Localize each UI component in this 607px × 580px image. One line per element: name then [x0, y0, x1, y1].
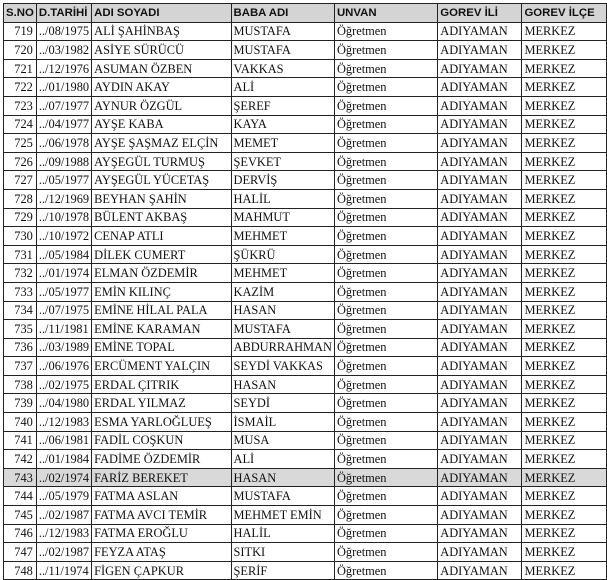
cell-father-name: DERVİŞ	[231, 171, 334, 190]
cell-sno: 745	[4, 506, 37, 525]
cell-birth-date: ../11/1981	[36, 320, 91, 339]
cell-name: BEYHAN ŞAHİN	[92, 189, 231, 208]
cell-title: Öğretmen	[334, 543, 437, 562]
cell-father-name: ALİ	[231, 450, 334, 469]
cell-sno: 746	[4, 524, 37, 543]
cell-sno: 728	[4, 189, 37, 208]
cell-sno: 731	[4, 245, 37, 264]
cell-name: ESMA YARLOĞLUEŞ	[92, 413, 231, 432]
cell-birth-date: ../02/1987	[36, 543, 91, 562]
cell-province: ADIYAMAN	[438, 245, 522, 264]
cell-sno: 736	[4, 338, 37, 357]
cell-province: ADIYAMAN	[438, 115, 522, 134]
cell-sno: 723	[4, 96, 37, 115]
table-row	[4, 543, 607, 562]
cell-father-name: ŞÜKRÜ	[231, 245, 334, 264]
cell-district: MERKEZ	[522, 320, 607, 339]
cell-title: Öğretmen	[334, 245, 437, 264]
cell-province: ADIYAMAN	[438, 375, 522, 394]
cell-district: MERKEZ	[522, 282, 607, 301]
header-district: GOREV İLÇE	[522, 4, 607, 23]
cell-sno: 744	[4, 487, 37, 506]
cell-name: ERDAL ÇITRIK	[92, 375, 231, 394]
cell-district: MERKEZ	[522, 431, 607, 450]
cell-father-name: MAHMUT	[231, 208, 334, 227]
cell-district: MERKEZ	[522, 301, 607, 320]
cell-father-name: MUSTAFA	[231, 320, 334, 339]
table-row	[4, 171, 607, 190]
cell-district: MERKEZ	[522, 375, 607, 394]
cell-father-name: ŞEREF	[231, 96, 334, 115]
cell-name: ALİ ŞAHİNBAŞ	[92, 22, 231, 41]
cell-district: MERKEZ	[522, 264, 607, 283]
cell-birth-date: ../07/1977	[36, 96, 91, 115]
cell-province: ADIYAMAN	[438, 468, 522, 487]
table-row	[4, 357, 607, 376]
cell-title: Öğretmen	[334, 59, 437, 78]
personnel-table	[3, 3, 607, 580]
cell-province: ADIYAMAN	[438, 357, 522, 376]
cell-birth-date: ../06/1978	[36, 134, 91, 153]
cell-name: FADİL COŞKUN	[92, 431, 231, 450]
cell-birth-date: ../02/1987	[36, 506, 91, 525]
cell-sno: 743	[4, 468, 37, 487]
table-row	[4, 41, 607, 60]
cell-father-name: HASAN	[231, 301, 334, 320]
cell-title: Öğretmen	[334, 524, 437, 543]
table-row	[4, 468, 607, 487]
cell-father-name: KAYA	[231, 115, 334, 134]
cell-district: MERKEZ	[522, 245, 607, 264]
cell-district: MERKEZ	[522, 152, 607, 171]
cell-province: ADIYAMAN	[438, 301, 522, 320]
table-row	[4, 59, 607, 78]
cell-name: BÜLENT AKBAŞ	[92, 208, 231, 227]
table-row	[4, 134, 607, 153]
cell-province: ADIYAMAN	[438, 431, 522, 450]
cell-father-name: MEHMET	[231, 264, 334, 283]
cell-birth-date: ../12/1983	[36, 524, 91, 543]
cell-title: Öğretmen	[334, 375, 437, 394]
cell-sno: 730	[4, 227, 37, 246]
cell-father-name: HALİL	[231, 189, 334, 208]
cell-sno: 724	[4, 115, 37, 134]
cell-province: ADIYAMAN	[438, 282, 522, 301]
cell-district: MERKEZ	[522, 506, 607, 525]
table-row	[4, 394, 607, 413]
cell-district: MERKEZ	[522, 524, 607, 543]
cell-district: MERKEZ	[522, 450, 607, 469]
cell-province: ADIYAMAN	[438, 96, 522, 115]
cell-province: ADIYAMAN	[438, 506, 522, 525]
cell-province: ADIYAMAN	[438, 22, 522, 41]
cell-title: Öğretmen	[334, 22, 437, 41]
table-row	[4, 524, 607, 543]
cell-title: Öğretmen	[334, 152, 437, 171]
cell-title: Öğretmen	[334, 506, 437, 525]
cell-district: MERKEZ	[522, 227, 607, 246]
cell-sno: 721	[4, 59, 37, 78]
cell-sno: 725	[4, 134, 37, 153]
cell-name: ERDAL YILMAZ	[92, 394, 231, 413]
cell-birth-date: ../06/1981	[36, 431, 91, 450]
cell-province: ADIYAMAN	[438, 338, 522, 357]
table-row	[4, 450, 607, 469]
cell-district: MERKEZ	[522, 487, 607, 506]
cell-father-name: MEMET	[231, 134, 334, 153]
cell-title: Öğretmen	[334, 227, 437, 246]
cell-title: Öğretmen	[334, 394, 437, 413]
table-row	[4, 375, 607, 394]
cell-province: ADIYAMAN	[438, 152, 522, 171]
cell-name: ERCÜMENT YALÇIN	[92, 357, 231, 376]
cell-province: ADIYAMAN	[438, 134, 522, 153]
header-row	[4, 4, 607, 23]
cell-birth-date: ../05/1979	[36, 487, 91, 506]
cell-sno: 748	[4, 561, 37, 580]
cell-name: EMİNE HİLAL PALA	[92, 301, 231, 320]
header-birth-date: D.TARİHİ	[36, 4, 91, 23]
cell-title: Öğretmen	[334, 171, 437, 190]
table-row	[4, 189, 607, 208]
cell-title: Öğretmen	[334, 115, 437, 134]
cell-name: ASİYE SÜRÜCÜ	[92, 41, 231, 60]
cell-name: DİLEK CUMERT	[92, 245, 231, 264]
cell-father-name: ŞEVKET	[231, 152, 334, 171]
cell-name: FATMA EROĞLU	[92, 524, 231, 543]
cell-name: CENAP ATLI	[92, 227, 231, 246]
cell-sno: 732	[4, 264, 37, 283]
cell-birth-date: ../02/1974	[36, 468, 91, 487]
table-row	[4, 487, 607, 506]
cell-province: ADIYAMAN	[438, 561, 522, 580]
cell-name: FİGEN ÇAPKUR	[92, 561, 231, 580]
cell-sno: 720	[4, 41, 37, 60]
cell-birth-date: ../11/1974	[36, 561, 91, 580]
cell-name: EMİNE TOPAL	[92, 338, 231, 357]
table-row	[4, 413, 607, 432]
cell-birth-date: ../03/1989	[36, 338, 91, 357]
cell-district: MERKEZ	[522, 96, 607, 115]
cell-title: Öğretmen	[334, 96, 437, 115]
cell-name: AYŞE ŞAŞMAZ ELÇİN	[92, 134, 231, 153]
cell-district: MERKEZ	[522, 357, 607, 376]
cell-district: MERKEZ	[522, 189, 607, 208]
table-row	[4, 245, 607, 264]
cell-province: ADIYAMAN	[438, 320, 522, 339]
cell-district: MERKEZ	[522, 413, 607, 432]
table-row	[4, 208, 607, 227]
cell-birth-date: ../05/1984	[36, 245, 91, 264]
cell-title: Öğretmen	[334, 431, 437, 450]
cell-sno: 722	[4, 78, 37, 97]
cell-district: MERKEZ	[522, 208, 607, 227]
cell-birth-date: ../05/1977	[36, 171, 91, 190]
cell-birth-date: ../04/1977	[36, 115, 91, 134]
cell-birth-date: ../03/1982	[36, 41, 91, 60]
cell-birth-date: ../04/1980	[36, 394, 91, 413]
cell-father-name: MEHMET	[231, 227, 334, 246]
cell-title: Öğretmen	[334, 282, 437, 301]
cell-district: MERKEZ	[522, 41, 607, 60]
cell-name: AYŞEGÜL YÜCETAŞ	[92, 171, 231, 190]
cell-title: Öğretmen	[334, 264, 437, 283]
cell-name: FATMA AVCI TEMİR	[92, 506, 231, 525]
cell-birth-date: ../06/1976	[36, 357, 91, 376]
cell-province: ADIYAMAN	[438, 78, 522, 97]
header-name: ADI SOYADI	[92, 4, 231, 23]
cell-name: FATMA ASLAN	[92, 487, 231, 506]
cell-district: MERKEZ	[522, 59, 607, 78]
cell-sno: 733	[4, 282, 37, 301]
cell-name: ELMAN ÖZDEMİR	[92, 264, 231, 283]
cell-name: FARİZ BEREKET	[92, 468, 231, 487]
cell-district: MERKEZ	[522, 134, 607, 153]
cell-father-name: MUSTAFA	[231, 22, 334, 41]
cell-name: EMİN KILINÇ	[92, 282, 231, 301]
header-father-name: BABA ADI	[231, 4, 334, 23]
cell-sno: 735	[4, 320, 37, 339]
cell-district: MERKEZ	[522, 338, 607, 357]
cell-birth-date: ../12/1976	[36, 59, 91, 78]
cell-title: Öğretmen	[334, 357, 437, 376]
cell-birth-date: ../07/1975	[36, 301, 91, 320]
cell-birth-date: ../02/1975	[36, 375, 91, 394]
table-row	[4, 22, 607, 41]
table-row	[4, 431, 607, 450]
cell-name: FEYZA ATAŞ	[92, 543, 231, 562]
table-row	[4, 320, 607, 339]
cell-birth-date: ../12/1983	[36, 413, 91, 432]
cell-province: ADIYAMAN	[438, 171, 522, 190]
cell-title: Öğretmen	[334, 450, 437, 469]
cell-father-name: İSMAİL	[231, 413, 334, 432]
header-province: GOREV İLİ	[438, 4, 522, 23]
cell-father-name: MEHMET EMİN	[231, 506, 334, 525]
cell-district: MERKEZ	[522, 394, 607, 413]
cell-province: ADIYAMAN	[438, 208, 522, 227]
cell-province: ADIYAMAN	[438, 413, 522, 432]
cell-title: Öğretmen	[334, 189, 437, 208]
cell-name: AYŞE KABA	[92, 115, 231, 134]
cell-province: ADIYAMAN	[438, 450, 522, 469]
cell-province: ADIYAMAN	[438, 543, 522, 562]
cell-name: EMİNE KARAMAN	[92, 320, 231, 339]
table-row	[4, 506, 607, 525]
cell-title: Öğretmen	[334, 487, 437, 506]
cell-name: AYDIN AKAY	[92, 78, 231, 97]
cell-father-name: SITKI	[231, 543, 334, 562]
cell-title: Öğretmen	[334, 468, 437, 487]
cell-birth-date: ../09/1988	[36, 152, 91, 171]
cell-father-name: HASAN	[231, 468, 334, 487]
table-row	[4, 282, 607, 301]
cell-father-name: VAKKAS	[231, 59, 334, 78]
cell-title: Öğretmen	[334, 78, 437, 97]
cell-father-name: SEYDİ	[231, 394, 334, 413]
cell-sno: 741	[4, 431, 37, 450]
cell-sno: 738	[4, 375, 37, 394]
cell-district: MERKEZ	[522, 115, 607, 134]
cell-birth-date: ../10/1978	[36, 208, 91, 227]
cell-sno: 726	[4, 152, 37, 171]
cell-sno: 747	[4, 543, 37, 562]
cell-father-name: KAZİM	[231, 282, 334, 301]
cell-birth-date: ../10/1972	[36, 227, 91, 246]
table-row	[4, 78, 607, 97]
cell-father-name: SEYDİ VAKKAS	[231, 357, 334, 376]
cell-sno: 742	[4, 450, 37, 469]
table-row	[4, 561, 607, 580]
cell-province: ADIYAMAN	[438, 41, 522, 60]
cell-father-name: HASAN	[231, 375, 334, 394]
table-row	[4, 227, 607, 246]
cell-sno: 740	[4, 413, 37, 432]
cell-province: ADIYAMAN	[438, 189, 522, 208]
cell-title: Öğretmen	[334, 413, 437, 432]
cell-sno: 729	[4, 208, 37, 227]
table-row	[4, 264, 607, 283]
cell-father-name: MUSA	[231, 431, 334, 450]
cell-sno: 727	[4, 171, 37, 190]
cell-birth-date: ../01/1984	[36, 450, 91, 469]
cell-title: Öğretmen	[334, 208, 437, 227]
cell-sno: 734	[4, 301, 37, 320]
cell-district: MERKEZ	[522, 171, 607, 190]
cell-father-name: ABDURRAHMAN	[231, 338, 334, 357]
cell-district: MERKEZ	[522, 543, 607, 562]
cell-father-name: ŞERİF	[231, 561, 334, 580]
cell-title: Öğretmen	[334, 41, 437, 60]
cell-name: FADİME ÖZDEMİR	[92, 450, 231, 469]
cell-birth-date: ../01/1980	[36, 78, 91, 97]
header-title: UNVAN	[334, 4, 437, 23]
cell-district: MERKEZ	[522, 22, 607, 41]
cell-title: Öğretmen	[334, 301, 437, 320]
cell-father-name: MUSTAFA	[231, 41, 334, 60]
cell-name: ASUMAN ÖZBEN	[92, 59, 231, 78]
cell-title: Öğretmen	[334, 320, 437, 339]
cell-birth-date: ../01/1974	[36, 264, 91, 283]
cell-sno: 739	[4, 394, 37, 413]
cell-district: MERKEZ	[522, 561, 607, 580]
cell-province: ADIYAMAN	[438, 227, 522, 246]
cell-birth-date: ../08/1975	[36, 22, 91, 41]
cell-name: AYNUR ÖZGÜL	[92, 96, 231, 115]
cell-district: MERKEZ	[522, 78, 607, 97]
table-row	[4, 96, 607, 115]
cell-title: Öğretmen	[334, 338, 437, 357]
cell-province: ADIYAMAN	[438, 524, 522, 543]
cell-title: Öğretmen	[334, 561, 437, 580]
cell-birth-date: ../12/1969	[36, 189, 91, 208]
cell-name: AYŞEGÜL TURMUŞ	[92, 152, 231, 171]
header-sno: S.NO	[4, 4, 37, 23]
cell-title: Öğretmen	[334, 134, 437, 153]
cell-province: ADIYAMAN	[438, 394, 522, 413]
cell-province: ADIYAMAN	[438, 487, 522, 506]
table-row	[4, 115, 607, 134]
cell-district: MERKEZ	[522, 468, 607, 487]
cell-sno: 719	[4, 22, 37, 41]
cell-father-name: ALİ	[231, 78, 334, 97]
table-row	[4, 301, 607, 320]
cell-father-name: HALİL	[231, 524, 334, 543]
cell-sno: 737	[4, 357, 37, 376]
cell-birth-date: ../05/1977	[36, 282, 91, 301]
cell-province: ADIYAMAN	[438, 59, 522, 78]
table-row	[4, 152, 607, 171]
cell-province: ADIYAMAN	[438, 264, 522, 283]
table-row	[4, 338, 607, 357]
cell-father-name: MUSTAFA	[231, 487, 334, 506]
